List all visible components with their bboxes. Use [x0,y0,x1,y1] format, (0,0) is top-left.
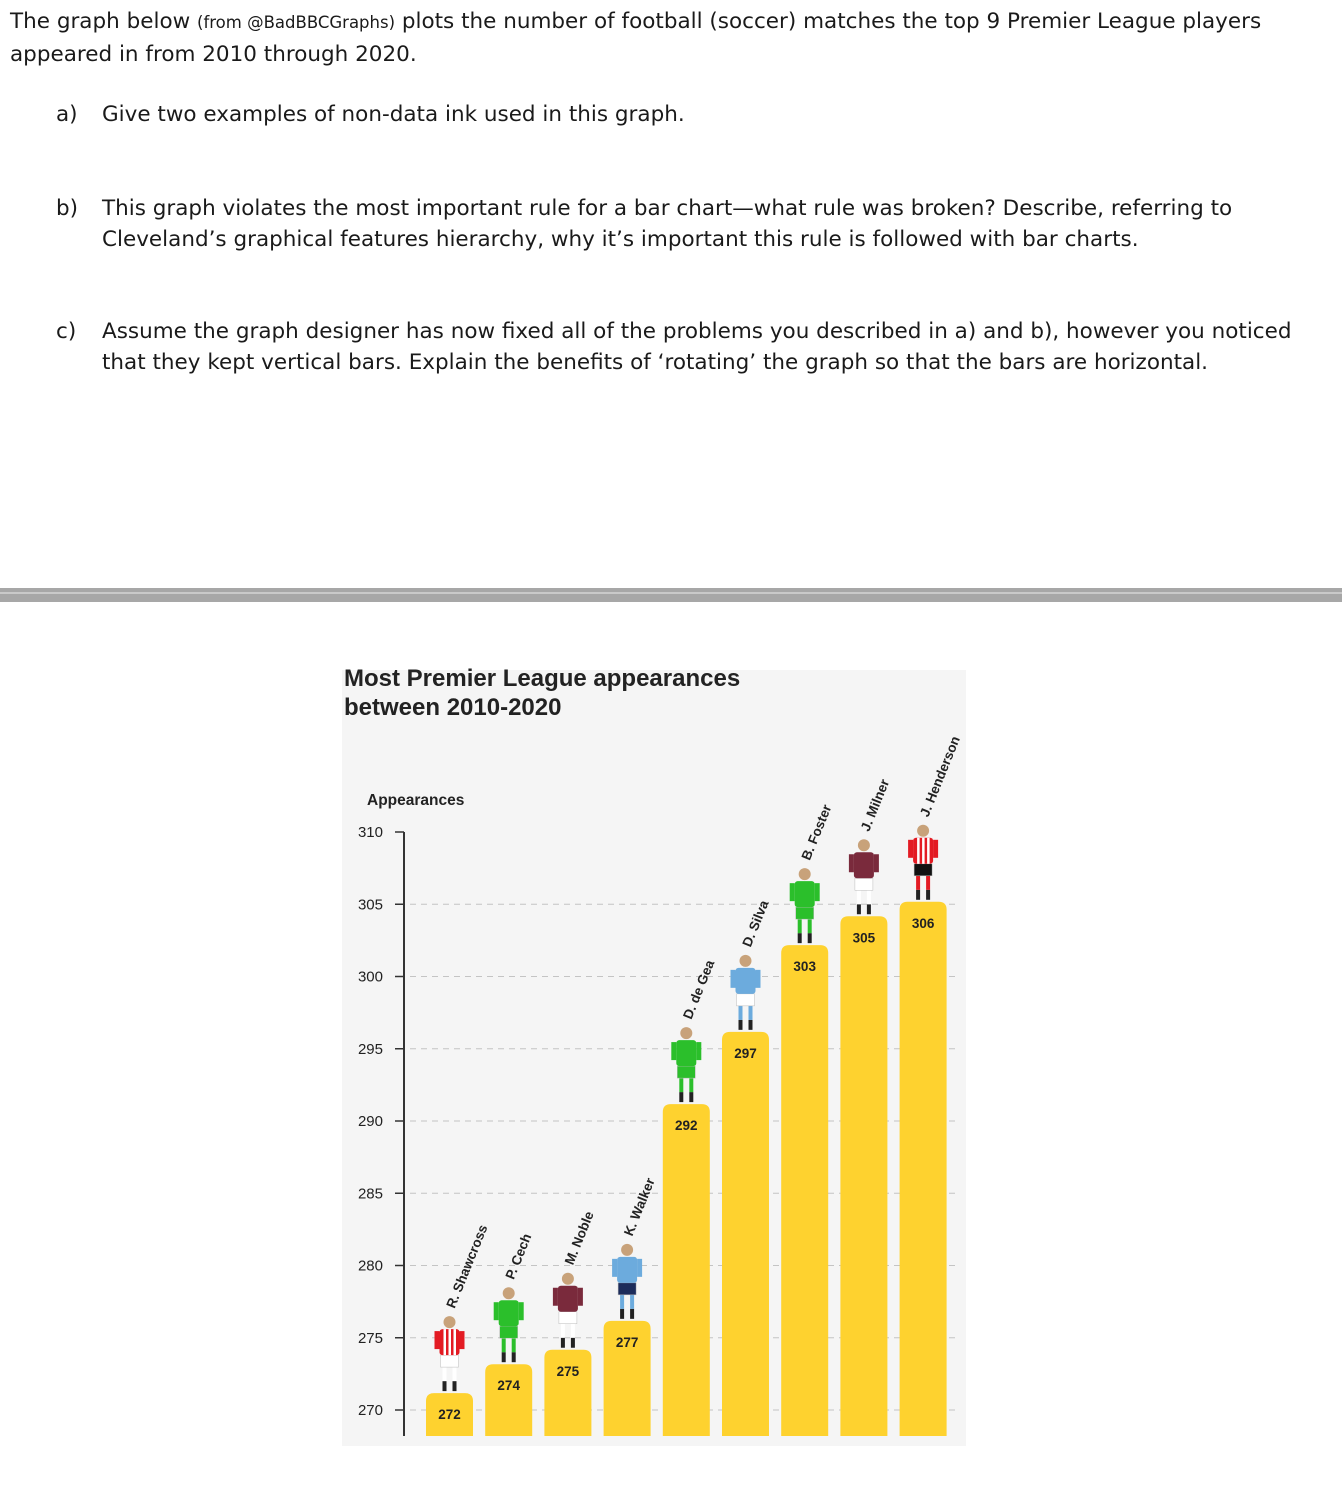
player-shorts [855,878,873,890]
player-shirt-stripe [444,1329,447,1355]
y-tick-label: 290 [357,1113,383,1130]
player-arm [731,970,736,988]
player-shorts [500,1326,518,1338]
player-shirt-stripe [449,1329,452,1355]
player-sock [620,1295,624,1309]
player-head [444,1316,456,1328]
question-text: This graph violates the most important rule for a bar chart—what rule was broken? Describe, referring to Cleveland’s graphical features hierarchy, why it’s important this rule is followed with bar charts. [102,196,1233,252]
bar-value-label: 272 [438,1407,461,1423]
bar [663,1104,710,1436]
player-shorts [796,907,814,919]
player-boot [620,1309,624,1319]
player-head [621,1244,633,1256]
question-letter: a) [56,102,78,127]
player-shorts [737,994,755,1006]
bar [781,945,828,1436]
y-tick-label: 310 [357,824,383,841]
player-name-label: M. Noble [561,1209,597,1267]
y-tick-label: 275 [357,1329,383,1347]
player-head [680,1027,692,1039]
player-name-label: D. de Gea [680,957,718,1022]
player-boot [453,1381,457,1391]
player-shirt [795,881,815,907]
y-tick-label: 270 [357,1402,383,1419]
player-sock [561,1324,565,1338]
player-boot [571,1338,575,1348]
player-shirt-stripe [922,838,925,864]
player-arm [553,1288,558,1306]
player-sock [739,1006,743,1020]
player-head [740,955,752,967]
player-arm [790,883,795,901]
player-boot [857,904,861,914]
player-arm [815,883,820,901]
player-arm [696,1042,701,1060]
player-head [562,1273,574,1285]
player-boot [916,890,920,900]
question-text: Assume the graph designer has now fixed all of the problems you described in a) and b), however you noticed that they kept vertical bars. Explain the benefits of ‘rotating’ the graph so that the bars are horizontal. [102,319,1292,375]
player-sock [798,919,802,933]
bar [840,916,887,1436]
player-shirt [499,1300,519,1326]
chart-title-line-2: between 2010-2020 [344,694,562,721]
player-shirt-stripe [454,1329,457,1355]
player-arm [460,1331,465,1349]
player-shirt [558,1286,578,1312]
player-sock [453,1367,457,1381]
player-boot [561,1338,565,1348]
player-boot [798,933,802,943]
player-shorts [677,1066,695,1078]
player-shirt [854,852,874,878]
y-tick-label: 285 [357,1185,383,1203]
player-shirt [676,1040,696,1066]
player-head [503,1287,515,1299]
player-head [858,839,870,851]
player-arm [908,840,913,858]
player-arm [874,854,879,872]
player-sock [443,1367,447,1381]
player-arm [933,840,938,858]
question-letter: b) [56,196,79,221]
question-letter: c) [56,319,77,344]
bar-value-label: 306 [911,915,935,931]
player-sock [808,919,812,933]
player-shorts [559,1312,577,1324]
player-arm [849,854,854,872]
player-head [799,868,811,880]
player-boot [689,1092,693,1102]
y-tick-label: 280 [357,1257,383,1275]
y-axis-label: Appearances [367,792,465,809]
intro-part2: plots the number of football (soccer) matches the top 9 Premier League players appeared in from 2010 through 2020. [10,9,1262,67]
bar-value-label: 292 [675,1118,698,1134]
player-sock [867,890,871,904]
player-name-label: K. Walker [620,1175,658,1238]
question-text: Give two examples of non-data ink used in this graph. [102,102,685,127]
player-sock [916,876,920,890]
y-tick-label: 295 [357,1040,383,1058]
bar-value-label: 275 [556,1363,580,1379]
player-boot [443,1381,447,1391]
bar [722,1032,769,1436]
player-shorts [441,1355,459,1367]
bar [544,1350,591,1436]
bar-value-label: 274 [497,1378,520,1394]
player-arm [578,1288,583,1306]
bar [900,902,947,1436]
intro-part1: The graph below [10,9,198,34]
player-boot [808,933,812,943]
bar-value-label: 303 [793,959,816,975]
player-arm [519,1302,524,1320]
player-name-label: J. Henderson [916,734,963,819]
player-boot [867,904,871,914]
player-sock [857,890,861,904]
player-name-label: P. Cech [502,1231,535,1282]
player-boot [749,1020,753,1030]
player-shirt [736,968,756,994]
y-tick-label: 305 [357,896,383,914]
player-arm [612,1259,617,1277]
player-boot [502,1352,506,1362]
player-shorts [618,1283,636,1295]
player-sock [749,1006,753,1020]
player-sock [926,876,930,890]
player-sock [630,1295,634,1309]
player-arm [756,970,761,988]
chart-title-line-1: Most Premier League appearances [344,665,741,692]
y-tick-label: 300 [357,968,383,986]
player-name-label: R. Shawcross [443,1222,491,1311]
player-shirt-stripe [927,838,930,864]
intro-source: (from @BadBBCGraphs) [197,13,396,32]
player-boot [679,1092,683,1102]
player-sock [571,1324,575,1338]
player-boot [926,890,930,900]
bar-value-label: 305 [852,930,876,946]
bar [485,1364,532,1436]
player-arm [637,1259,642,1277]
player-shorts [914,864,932,876]
player-boot [739,1020,743,1030]
player-sock [679,1078,683,1092]
player-boot [512,1352,516,1362]
bar-value-label: 277 [615,1334,639,1350]
player-name-label: D. Silva [739,898,772,949]
player-arm [671,1042,676,1060]
player-shirt [617,1257,637,1283]
player-arm [435,1331,440,1349]
bar-value-label: 297 [734,1045,757,1061]
player-sock [502,1338,506,1352]
player-arm [494,1302,499,1320]
player-name-label: J. Milner [857,776,893,834]
player-shirt-stripe [917,838,920,864]
player-name-label: B. Foster [798,802,835,863]
player-boot [630,1309,634,1319]
player-sock [512,1338,516,1352]
player-sock [689,1078,693,1092]
player-head [917,825,929,837]
